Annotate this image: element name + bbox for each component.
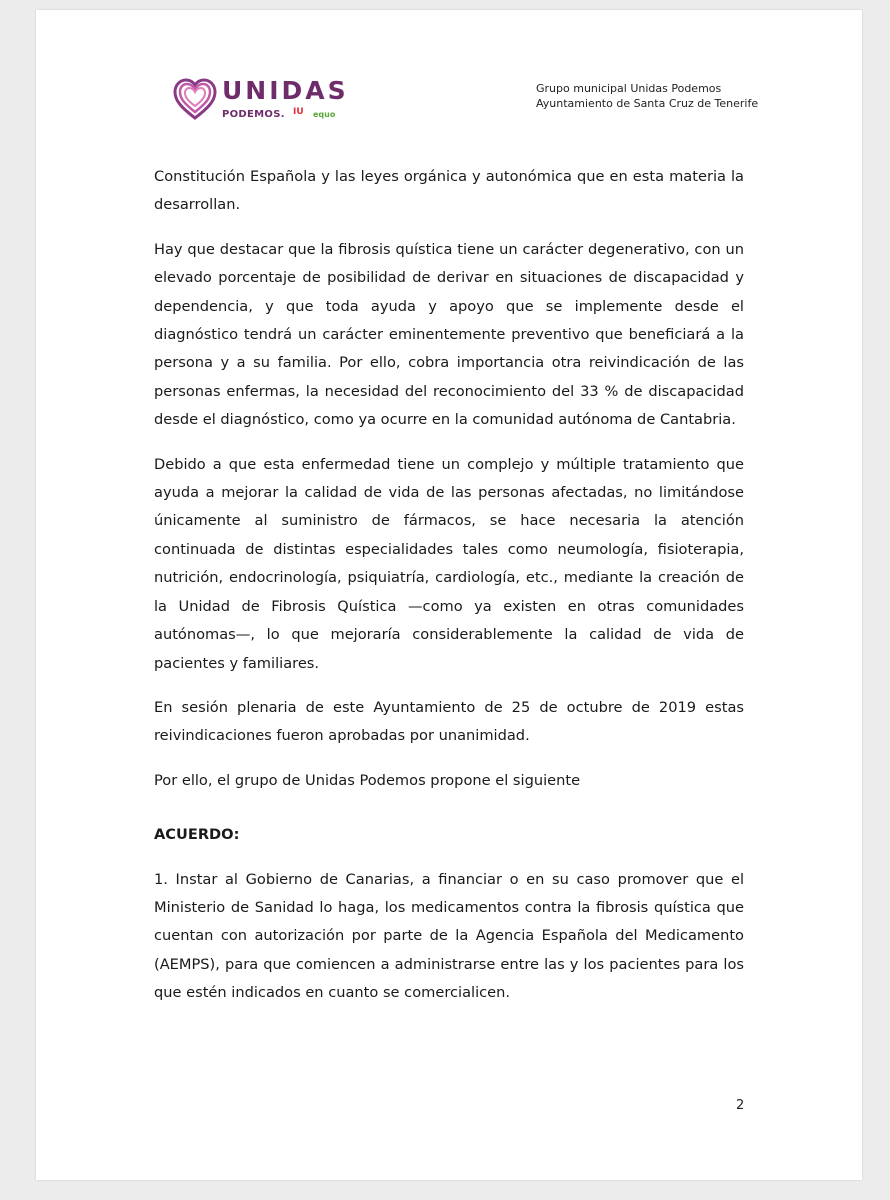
document-header [536,81,758,111]
paragraph: En sesión plenaria de este Ayuntamiento de 25 de octubre de 2019 estas reivindicaciones fueron aprobadas por unanimidad. [154,698,744,745]
logo-iu-mark: IU [293,107,304,117]
logo-wordmark: UNIDAS [222,76,349,105]
paragraph: Por ello, el grupo de Unidas Podemos propone el siguiente [154,771,581,789]
document-body [154,163,744,1008]
header-group-name: Grupo municipal Unidas Podemos [536,82,722,95]
section-heading: ACUERDO: [154,826,240,844]
agreement-item: 1. Instar al Gobierno de Canarias, a financiar o en su caso promover que el Ministerio de Sanidad lo haga, los medicamentos contra la fibrosis quística que cuentan con autorización por parte de la Agencia Española del Medicamento (AEMPS), para que comiencen a administrarse entre las y los pacientes para los que estén indicados en cuanto se comercialicen. [154,870,744,1002]
logo-equo-mark: equo [313,110,336,119]
paragraph: Debido a que esta enfermedad tiene un complejo y múltiple tratamiento que ayuda a mejorar la calidad de vida de las personas afectadas, no limitándose únicamente al suministro de fármacos, se hace necesaria la atención continuada de distintas especialidades tales como neumología, fisioterapia, nutrición, endocrinología, psiquiatría, cardiología, etc., mediante la creación de la Unidad de Fibrosis Quística —como ya existen en otras comunidades autónomas—, lo que mejoraría considerablemente la calidad de vida de pacientes y familiares. [154,455,744,672]
paragraph: Hay que destacar que la fibrosis quística tiene un carácter degenerativo, con un elevado porcentaje de posibilidad de derivar en situaciones de discapacidad y dependencia, y que toda ayuda y apoyo que se implemente desde el diagnóstico tendrá un carácter eminentemente preventivo que beneficiará a la persona y a su familia. Por ello, cobra importancia otra reivindicación de las personas enfermas, la necesidad del reconocimiento del 33 % de discapacidad desde el diagnóstico, como ya ocurre en la comunidad autónoma de Cantabria. [154,240,744,429]
page-number: 2 [736,1098,745,1113]
header-institution: Ayuntamiento de Santa Cruz de Tenerife [536,97,759,110]
document-page [36,10,862,1180]
heart-logo-icon [172,76,218,122]
logo-subtitle: PODEMOS. [222,109,285,120]
paragraph: Constitución Española y las leyes orgánica y autonómica que en esta materia la desarrollan. [154,168,744,214]
unidas-podemos-logo [172,76,372,134]
